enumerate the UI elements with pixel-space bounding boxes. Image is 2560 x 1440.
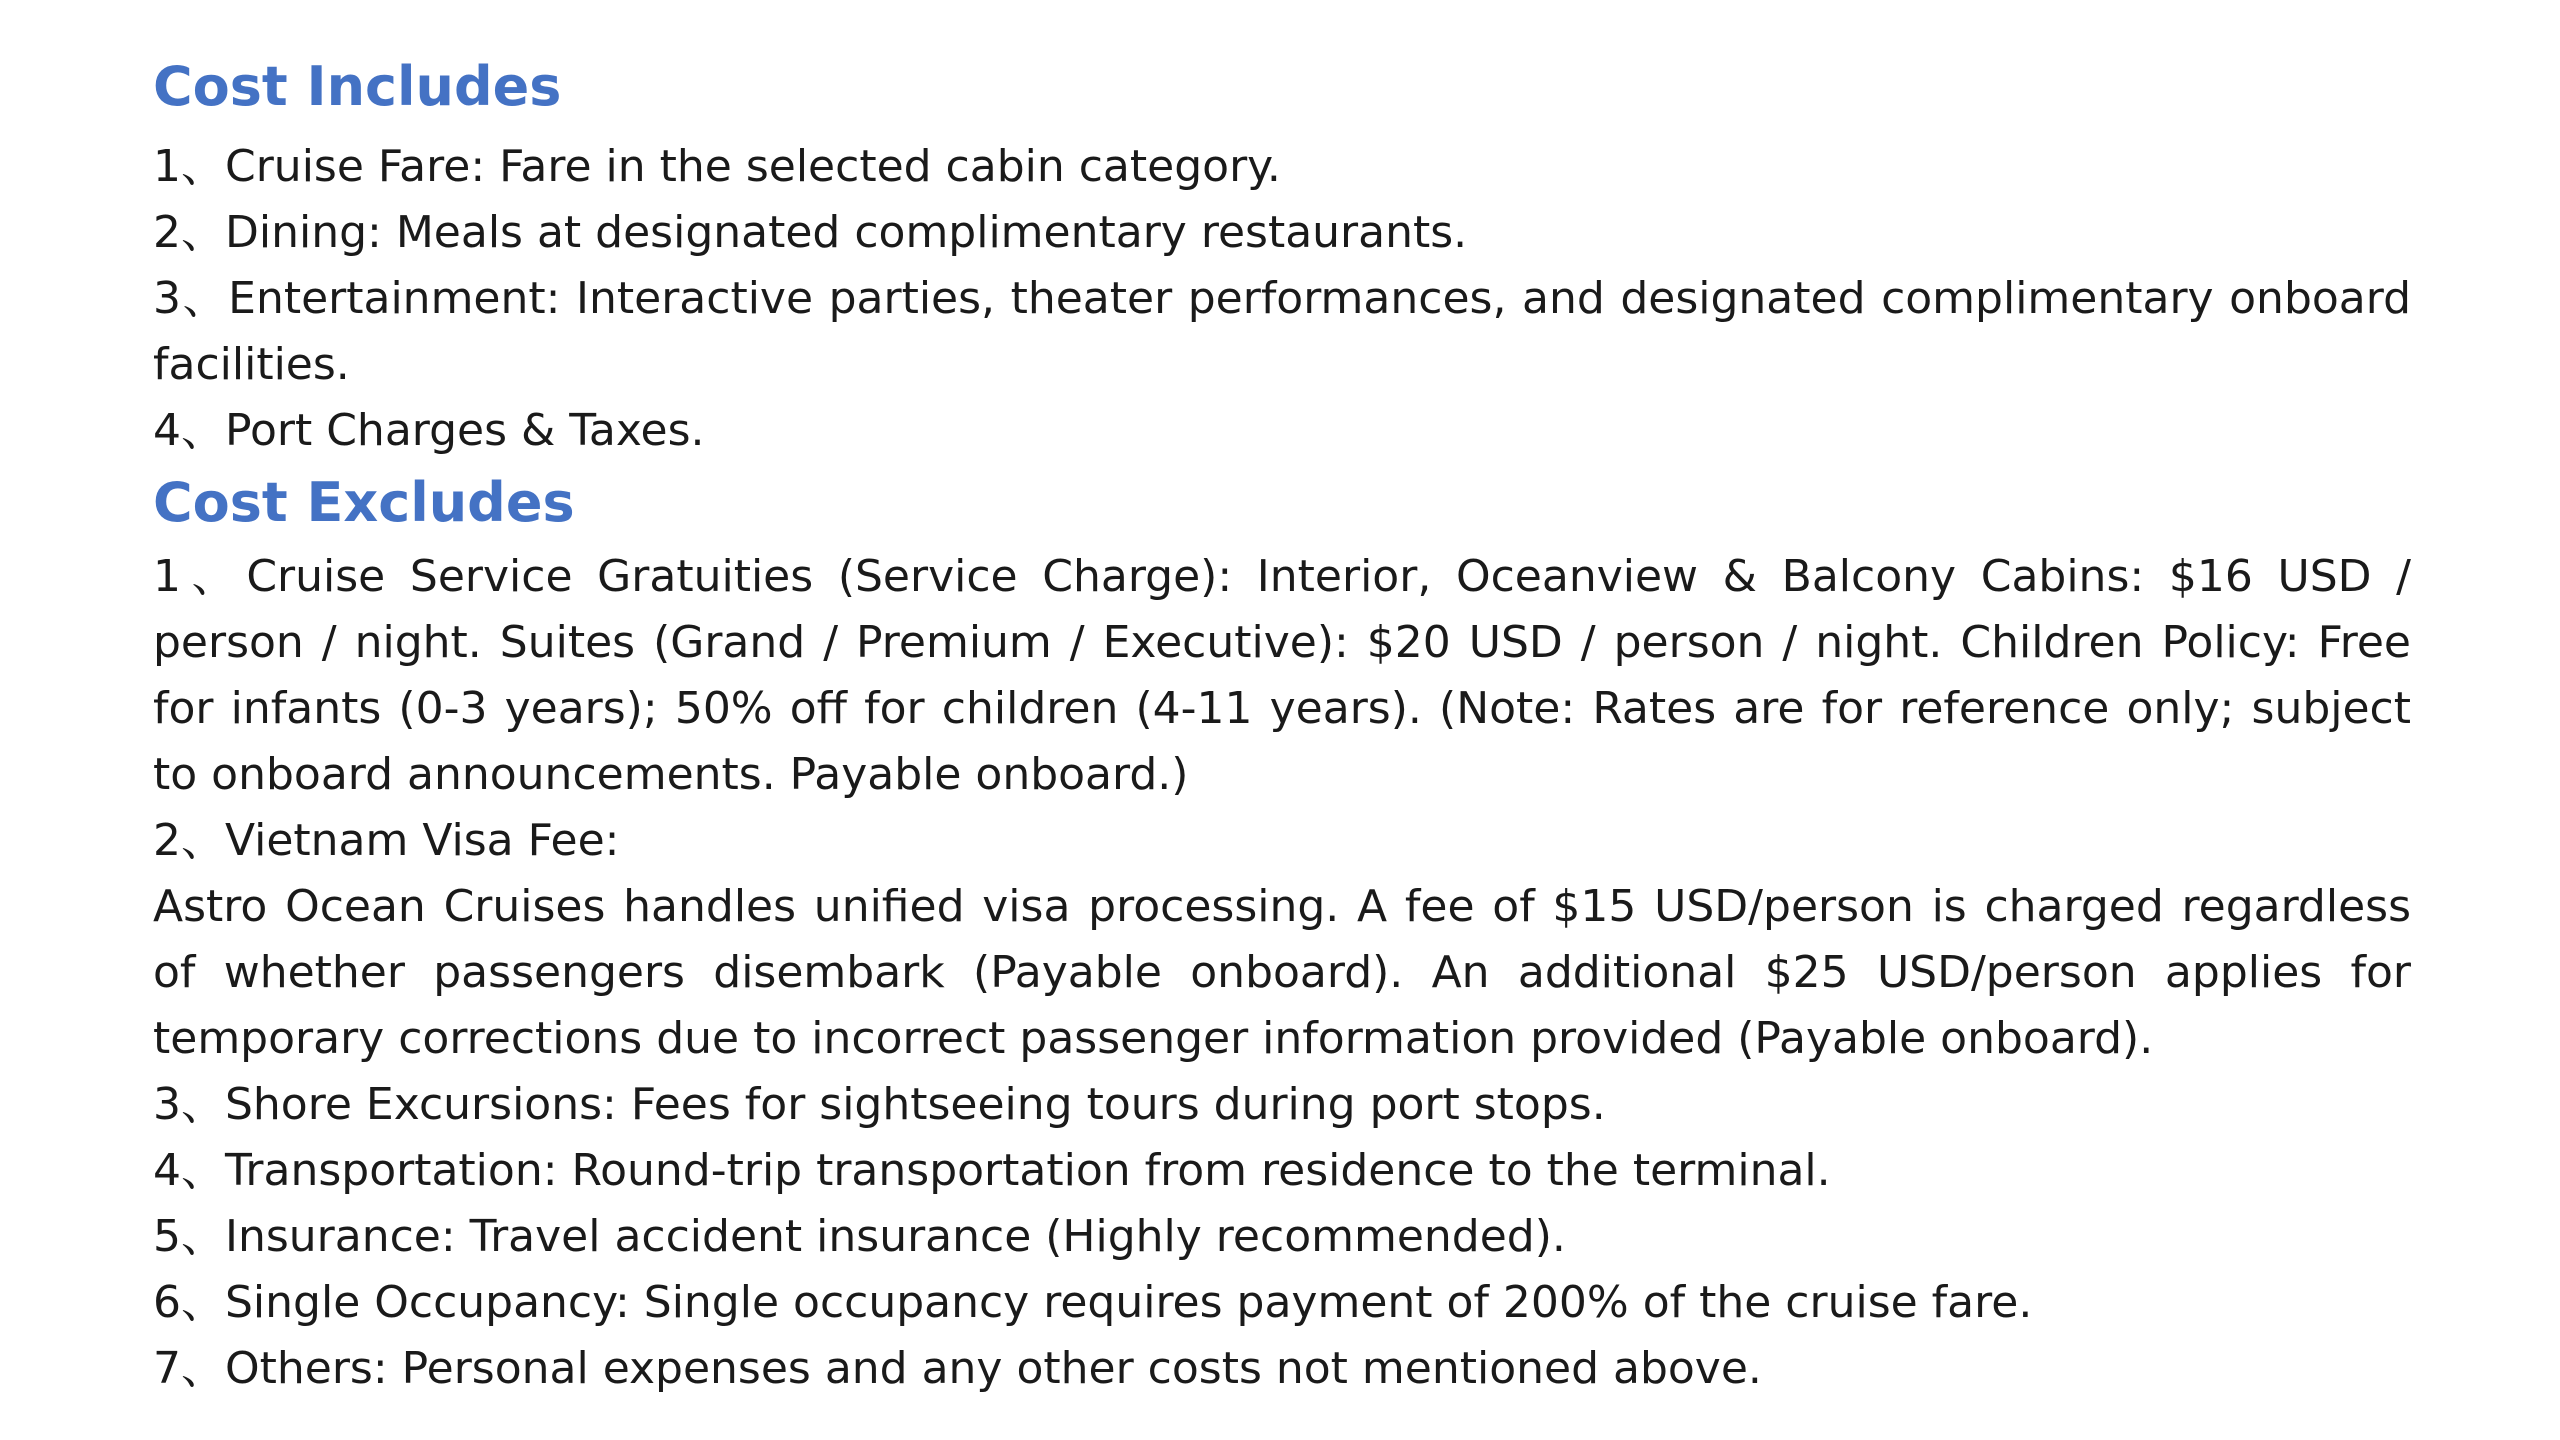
includes-item-port-charges: 4、Port Charges & Taxes.: [153, 405, 705, 456]
excludes-item-others: 7、Others: Personal expenses and any other costs not mentioned above.: [153, 1343, 1762, 1394]
cost-document: [153, 52, 2411, 1402]
excludes-item-transportation: 4、Transportation: Round-trip transportation from residence to the terminal.: [153, 1145, 1831, 1196]
cost-excludes-list: [153, 544, 2411, 1402]
excludes-item-insurance: 5、Insurance: Travel accident insurance (Highly recommended).: [153, 1211, 1566, 1262]
excludes-item-shore-excursions: 3、Shore Excursions: Fees for sightseeing tours during port stops.: [153, 1079, 1606, 1130]
excludes-item-visa-fee: 2、Vietnam Visa Fee:: [153, 815, 620, 866]
includes-item-dining: 2、Dining: Meals at designated complimentary restaurants.: [153, 207, 1468, 258]
includes-item-entertainment: 3、Entertainment: Interactive parties, theater performances, and designated complimentary onboard facilities.: [153, 273, 2411, 390]
cost-includes-heading: Cost Includes: [153, 55, 562, 118]
excludes-visa-fee-detail: Astro Ocean Cruises handles unified visa processing. A fee of $15 USD/person is charged regardless of whether passengers disembark (Payable onboard). An additional $25 USD/person applies for temporary corrections due to incorrect passenger information provided (Payable onboard).: [153, 881, 2411, 1064]
cost-excludes-heading: Cost Excludes: [153, 471, 575, 534]
excludes-item-gratuities: 1、Cruise Service Gratuities (Service Charge): Interior, Oceanview & Balcony Cabins: $16 USD / person / night. Suites (Grand / Premium / Executive): $20 USD / person / night. Children Policy: Free for infants (0-3 years); 50% off for children (4-11 years). (Note: Rates are for reference only; subject to onboard announcements. Payable onboard.): [153, 551, 2411, 800]
excludes-item-single-occupancy: 6、Single Occupancy: Single occupancy requires payment of 200% of the cruise fare.: [153, 1277, 2033, 1328]
cost-includes-list: [153, 134, 2411, 464]
includes-item-cruise-fare: 1、Cruise Fare: Fare in the selected cabin category.: [153, 141, 1281, 192]
